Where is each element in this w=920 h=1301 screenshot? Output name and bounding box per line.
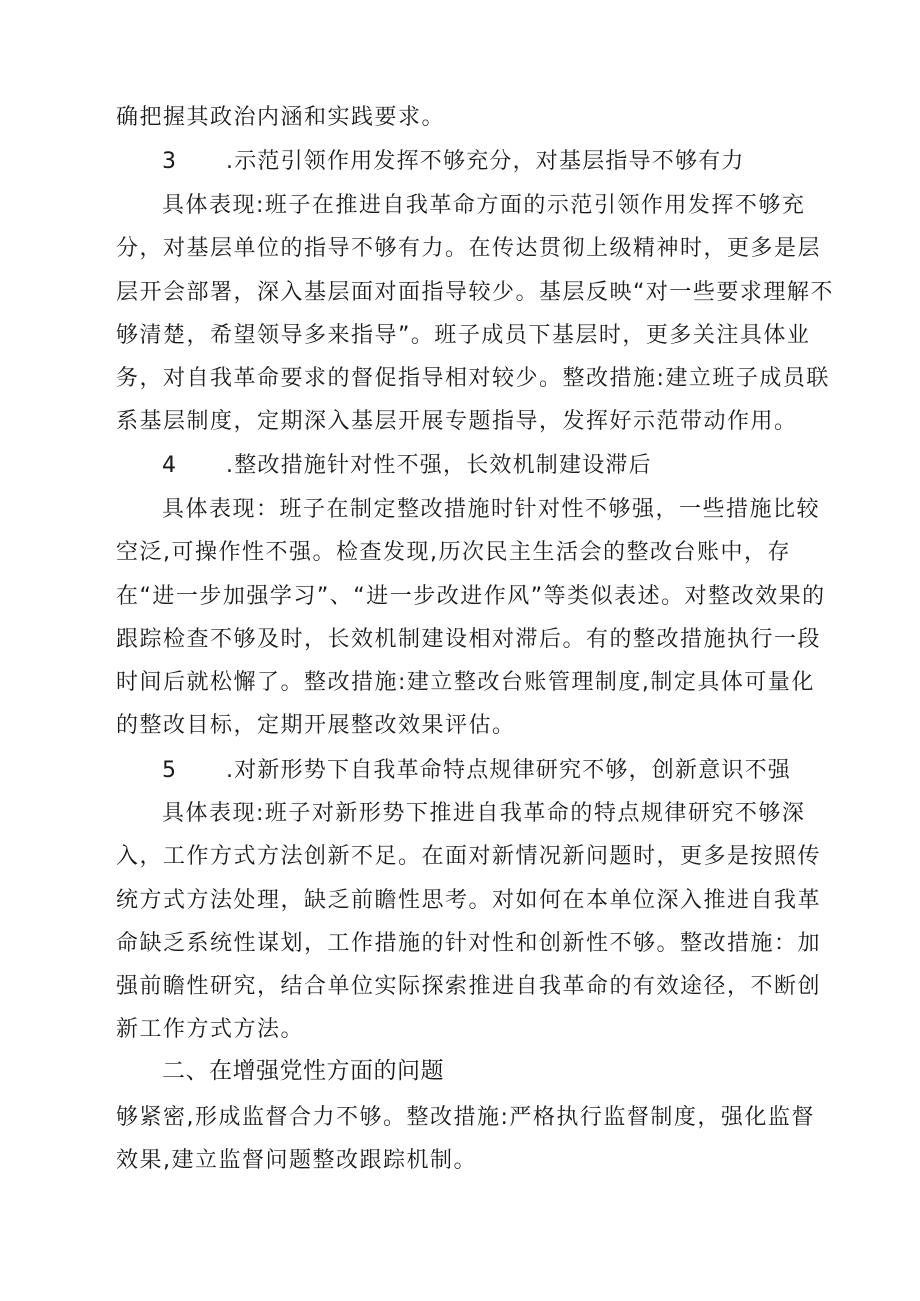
item-body-text: 具体表现:班子在推进自我革命方面的示范引领作用发挥不够充分，对基层单位的指导不够有力。在传达贯彻上级精神时，更多是层层开会部署，深入基层面对面指导较少。基层反映“对一些要求理解不够清楚，希望领导多来指导”。班子成员下基层时，更多关注具体业务，对自我革命要求的督促指导相对较少。整改措施:建立班子成员联系基层制度，定期深入基层开展专题指导，发挥好示范带动作用。 (116, 193, 834, 435)
item-heading-text: .整改措施针对性不强，长效机制建设滞后 (226, 453, 652, 478)
item-body-text: 具体表现：班子在制定整改措施时针对性不够强，一些措施比较空泛,可操作性不强。检查发现,历次民主生活会的整改台账中，存在“进一步加强学习”、“进一步改进作风”等类似表述。对整改效果的跟踪检查不够及时，长效机制建设相对滞后。有的整改措施执行一段时间后就松懈了。整改措施:建立整改台账管理制度,制定具体可量化的整改目标，定期开展整改效果评估。 (116, 497, 826, 739)
item-body-3 (116, 184, 836, 444)
item-heading-4 (162, 450, 652, 482)
trailing-paragraph: 够紧密,形成监督合力不够。整改措施:严格执行监督制度，强化监督效果,建立监督问题整改跟踪机制。 (116, 1105, 815, 1174)
item-body-4 (116, 488, 836, 748)
continuation-paragraph: 确把握其政治内涵和实践要求。 (116, 105, 446, 130)
item-heading-5 (162, 755, 791, 787)
item-body-text: 具体表现:班子对新形势下推进自我革命的特点规律研究不够深入，工作方式方法创新不足。在面对新情况新问题时，更多是按照传统方式方法处理，缺乏前瞻性思考。对如何在本单位深入推进自我革命缺乏系统性谋划，工作措施的针对性和创新性不够。整改措施：加强前瞻性研究，结合单位实际探索推进自我革命的有效途径，不断创新工作方式方法。 (116, 801, 822, 1043)
item-body-5 (116, 792, 836, 1052)
item-heading-3 (162, 146, 745, 178)
item-number: 3 (162, 149, 178, 174)
item-number: 5 (162, 758, 178, 783)
item-heading-text: .示范引领作用发挥不够充分，对基层指导不够有力 (226, 149, 745, 174)
section-title: 二、在增强党性方面的问题 (162, 1057, 444, 1083)
item-number: 4 (162, 453, 178, 478)
item-heading-text: .对新形势下自我革命特点规律研究不够，创新意识不强 (226, 758, 791, 783)
